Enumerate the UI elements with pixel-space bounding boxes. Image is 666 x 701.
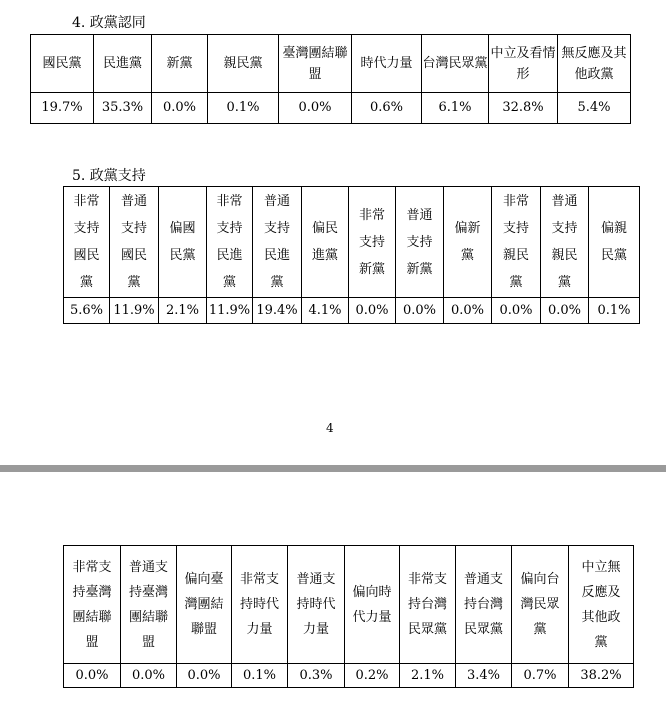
- header-label: 中立無反應及其他政黨: [581, 559, 621, 650]
- header-cell: [159, 187, 207, 298]
- header-cell: [94, 35, 152, 93]
- header-label: 偏向時代力量: [352, 584, 392, 625]
- header-label: 非常支持國民黨: [73, 194, 100, 290]
- table-header-row: [64, 546, 634, 664]
- header-cell: [456, 546, 512, 664]
- table-header-row: [64, 187, 640, 298]
- header-label: 偏民進黨: [311, 221, 338, 263]
- value-cell: 0.1%: [589, 298, 640, 324]
- header-label: 台灣民眾黨: [422, 56, 488, 71]
- header-cell: [279, 35, 352, 93]
- header-label: 非常支持臺灣團結聯盟: [72, 559, 112, 650]
- value-cell: 0.1%: [208, 93, 279, 124]
- value-cell: 0.7%: [512, 664, 569, 688]
- header-cell: [288, 546, 345, 664]
- header-label: 非常支持新黨: [358, 207, 385, 277]
- header-label: 時代力量: [360, 56, 413, 71]
- header-label: 偏親民黨: [600, 221, 627, 263]
- value-cell: 3.4%: [456, 664, 512, 688]
- header-label: 偏國民黨: [169, 221, 196, 263]
- header-label: 普通支持民進黨: [263, 194, 290, 290]
- value-cell: 0.3%: [288, 664, 345, 688]
- value-cell: 38.2%: [569, 664, 634, 688]
- header-label: 親民黨: [223, 56, 263, 71]
- value-cell: 32.8%: [489, 93, 558, 124]
- value-cell: 0.0%: [541, 298, 589, 324]
- value-cell: 0.0%: [279, 93, 352, 124]
- header-cell: [492, 187, 541, 298]
- value-cell: 0.6%: [352, 93, 422, 124]
- value-cell: 0.0%: [349, 298, 396, 324]
- header-cell: [110, 187, 159, 298]
- header-cell: [444, 187, 492, 298]
- header-cell: [207, 187, 253, 298]
- header-label: 非常支持台灣民眾黨: [407, 572, 447, 637]
- section-5-heading: 5. 政黨支持: [72, 168, 146, 184]
- header-cell: [64, 187, 110, 298]
- value-cell: 0.0%: [177, 664, 232, 688]
- header-label: 無反應及其他政黨: [561, 45, 627, 82]
- value-cell: 5.6%: [64, 298, 110, 324]
- header-label: 偏向臺灣團結聯盟: [184, 572, 224, 637]
- value-cell: 11.9%: [110, 298, 159, 324]
- header-cell: [569, 546, 634, 664]
- header-cell: [121, 546, 177, 664]
- header-cell: [422, 35, 489, 93]
- table-header-row: [31, 35, 631, 93]
- header-label: 新黨: [166, 56, 193, 71]
- value-cell: 0.2%: [345, 664, 400, 688]
- table-value-row: [31, 93, 631, 124]
- value-cell: 2.1%: [159, 298, 207, 324]
- header-cell: [177, 546, 232, 664]
- header-cell: [589, 187, 640, 298]
- header-cell: [512, 546, 569, 664]
- header-label: 偏向台灣民眾黨: [520, 572, 560, 637]
- header-label: 國民黨: [42, 56, 82, 71]
- header-label: 普通支持親民黨: [551, 194, 578, 290]
- header-cell: [152, 35, 208, 93]
- party-identification-table: [30, 34, 631, 124]
- header-cell: [541, 187, 589, 298]
- value-cell: 19.7%: [31, 93, 94, 124]
- header-label: 非常支持民進黨: [216, 194, 243, 290]
- header-label: 非常支持親民黨: [502, 194, 529, 290]
- header-label: 民進黨: [102, 56, 142, 71]
- value-cell: 4.1%: [302, 298, 349, 324]
- value-cell: 0.0%: [444, 298, 492, 324]
- header-label: 普通支持國民黨: [120, 194, 147, 290]
- value-cell: 0.0%: [64, 664, 121, 688]
- section-4-heading: 4. 政黨認同: [72, 15, 146, 31]
- header-cell: [558, 35, 631, 93]
- header-label: 普通支持時代力量: [296, 572, 336, 637]
- value-cell: 11.9%: [207, 298, 253, 324]
- header-label: 普通支持臺灣團結聯盟: [128, 559, 168, 650]
- header-label: 臺灣團結聯盟: [282, 45, 348, 82]
- value-cell: 5.4%: [558, 93, 631, 124]
- header-cell: [345, 546, 400, 664]
- header-cell: [349, 187, 396, 298]
- header-label: 非常支持時代力量: [239, 572, 279, 637]
- value-cell: 19.4%: [253, 298, 302, 324]
- header-label: 偏新黨: [454, 221, 481, 263]
- table-value-row: [64, 298, 640, 324]
- header-cell: [64, 546, 121, 664]
- value-cell: 0.1%: [232, 664, 288, 688]
- page-number: 4: [326, 421, 334, 435]
- value-cell: 0.0%: [152, 93, 208, 124]
- party-support-table: [63, 186, 640, 324]
- value-cell: 0.0%: [492, 298, 541, 324]
- party-support-table-continued: [63, 545, 634, 688]
- header-cell: [396, 187, 444, 298]
- value-cell: 0.0%: [396, 298, 444, 324]
- value-cell: 0.0%: [121, 664, 177, 688]
- value-cell: 35.3%: [94, 93, 152, 124]
- header-label: 普通支持新黨: [406, 207, 433, 277]
- header-cell: [232, 546, 288, 664]
- header-cell: [31, 35, 94, 93]
- header-label: 中立及看情形: [490, 45, 556, 82]
- header-cell: [302, 187, 349, 298]
- table-value-row: [64, 664, 634, 688]
- header-cell: [253, 187, 302, 298]
- header-cell: [400, 546, 456, 664]
- page-break-separator: [0, 465, 666, 472]
- value-cell: 2.1%: [400, 664, 456, 688]
- header-cell: [208, 35, 279, 93]
- header-label: 普通支持台灣民眾黨: [463, 572, 503, 637]
- header-cell: [489, 35, 558, 93]
- value-cell: 6.1%: [422, 93, 489, 124]
- header-cell: [352, 35, 422, 93]
